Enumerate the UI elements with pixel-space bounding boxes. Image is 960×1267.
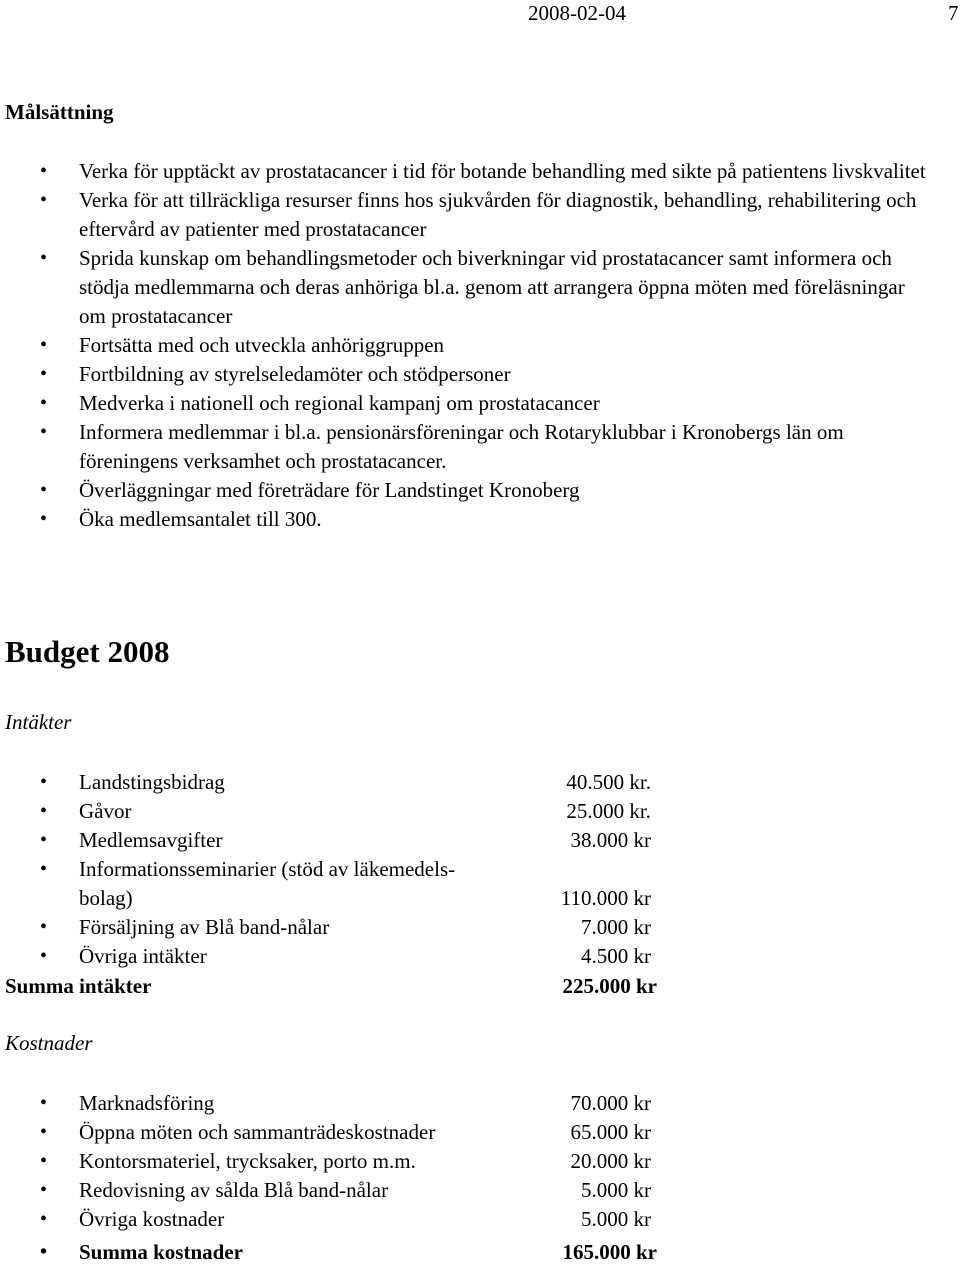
- list-item: [0, 418, 934, 476]
- cost-row: [0, 1176, 960, 1205]
- income-row: [0, 768, 960, 797]
- income-label-continued: bolag): [79, 886, 133, 910]
- cost-label: Öppna möten och sammanträdeskostnader: [79, 1120, 436, 1144]
- goal-text: Medverka i nationell och regional kampanj om prostatacancer: [79, 391, 600, 415]
- cost-label: Redovisning av sålda Blå band-nålar: [79, 1178, 389, 1202]
- bullet-icon: •: [40, 421, 48, 443]
- income-row: [0, 826, 960, 855]
- income-row: [0, 797, 960, 826]
- goal-text: Överläggningar med företrädare för Landstinget Kronoberg: [79, 478, 580, 502]
- income-row: [0, 913, 960, 942]
- income-amount: 40.500 kr.: [566, 770, 651, 794]
- bullet-icon: •: [40, 945, 48, 967]
- bullet-icon: •: [40, 800, 48, 822]
- income-label: Försäljning av Blå band-nålar: [79, 915, 330, 939]
- income-label: Gåvor: [79, 799, 132, 823]
- list-item: [0, 360, 934, 389]
- costs-heading: Kostnader: [5, 1031, 93, 1055]
- bullet-icon: •: [40, 1092, 48, 1114]
- income-amount: 7.000 kr: [581, 915, 651, 939]
- income-amount: 4.500 kr: [581, 944, 651, 968]
- budget-heading: Budget 2008: [5, 634, 170, 669]
- bullet-icon: •: [40, 1241, 48, 1263]
- income-label: Övriga intäkter: [79, 944, 207, 968]
- bullet-icon: •: [40, 363, 48, 385]
- cost-total-amount: 165.000 kr: [562, 1240, 657, 1264]
- income-label: Medlemsavgifter: [79, 828, 223, 852]
- bullet-icon: •: [40, 160, 48, 182]
- list-item: [0, 244, 934, 331]
- income-heading: Intäkter: [5, 710, 72, 734]
- cost-total-label: Summa kostnader: [79, 1240, 243, 1264]
- income-label: Informationsseminarier (stöd av läkemedels-: [79, 857, 456, 881]
- cost-label: Övriga kostnader: [79, 1207, 225, 1231]
- cost-label: Kontorsmateriel, trycksaker, porto m.m.: [79, 1149, 416, 1173]
- income-amount: 110.000 kr: [560, 886, 651, 910]
- list-item: [0, 331, 934, 360]
- bullet-icon: •: [40, 1150, 48, 1172]
- header-date: 2008-02-04: [528, 1, 626, 25]
- income-total-label: Summa intäkter: [5, 974, 152, 998]
- cost-total-row: [0, 1238, 960, 1267]
- cost-amount: 5.000 kr: [581, 1178, 651, 1202]
- bullet-icon: •: [40, 479, 48, 501]
- bullet-icon: •: [40, 189, 48, 211]
- income-total-amount: 225.000 kr: [562, 974, 657, 998]
- goal-text: Verka för upptäckt av prostatacancer i tid för botande behandling med sikte på patientens livskvalitet: [79, 159, 926, 183]
- bullet-icon: •: [40, 247, 48, 269]
- goal-text: Fortbildning av styrelseledamöter och stödpersoner: [79, 362, 511, 386]
- bullet-icon: •: [40, 392, 48, 414]
- bullet-icon: •: [40, 771, 48, 793]
- cost-amount: 20.000 kr: [570, 1149, 651, 1173]
- bullet-icon: •: [40, 829, 48, 851]
- cost-amount: 5.000 kr: [581, 1207, 651, 1231]
- income-row: [0, 942, 960, 971]
- bullet-icon: •: [40, 916, 48, 938]
- list-item: [0, 505, 934, 534]
- income-amount: 38.000 kr: [570, 828, 651, 852]
- bullet-icon: •: [40, 1208, 48, 1230]
- cost-label: Marknadsföring: [79, 1091, 215, 1115]
- bullet-icon: •: [40, 1179, 48, 1201]
- list-item: [0, 157, 934, 186]
- bullet-icon: •: [40, 508, 48, 530]
- income-label: Landstingsbidrag: [79, 770, 225, 794]
- goal-text: Öka medlemsantalet till 300.: [79, 507, 322, 531]
- list-item: [0, 186, 934, 244]
- cost-amount: 65.000 kr: [570, 1120, 651, 1144]
- goal-text: Fortsätta med och utveckla anhöriggruppen: [79, 333, 445, 357]
- goals-heading: Målsättning: [5, 100, 114, 124]
- cost-row: [0, 1147, 960, 1176]
- goal-text: Verka för att tillräckliga resurser finns hos sjukvården för diagnostik, behandling, rehabilitering och eftervård av patienter med prostatacancer: [79, 188, 917, 241]
- cost-row: [0, 1205, 960, 1234]
- goal-text: Sprida kunskap om behandlingsmetoder och biverkningar vid prostatacancer samt informera och stödja medlemmarna och deras anhöriga bl.a. genom att arrangera öppna möten med föreläsningar om prostatacancer: [79, 246, 905, 328]
- goals-list: [0, 157, 960, 534]
- bullet-icon: •: [40, 1121, 48, 1143]
- goal-text: Informera medlemmar i bl.a. pensionärsföreningar och Rotaryklubbar i Kronobergs län om föreningens verksamhet och prostatacancer.: [79, 420, 844, 473]
- income-amount: 25.000 kr.: [566, 799, 651, 823]
- income-total-row: [0, 972, 960, 1001]
- page-number: 7: [948, 1, 959, 25]
- bullet-icon: •: [40, 858, 48, 880]
- cost-row: [0, 1118, 960, 1147]
- income-row: [0, 855, 960, 910]
- list-item: [0, 389, 934, 418]
- cost-row: [0, 1089, 960, 1118]
- cost-amount: 70.000 kr: [570, 1091, 651, 1115]
- bullet-icon: •: [40, 334, 48, 356]
- list-item: [0, 476, 934, 505]
